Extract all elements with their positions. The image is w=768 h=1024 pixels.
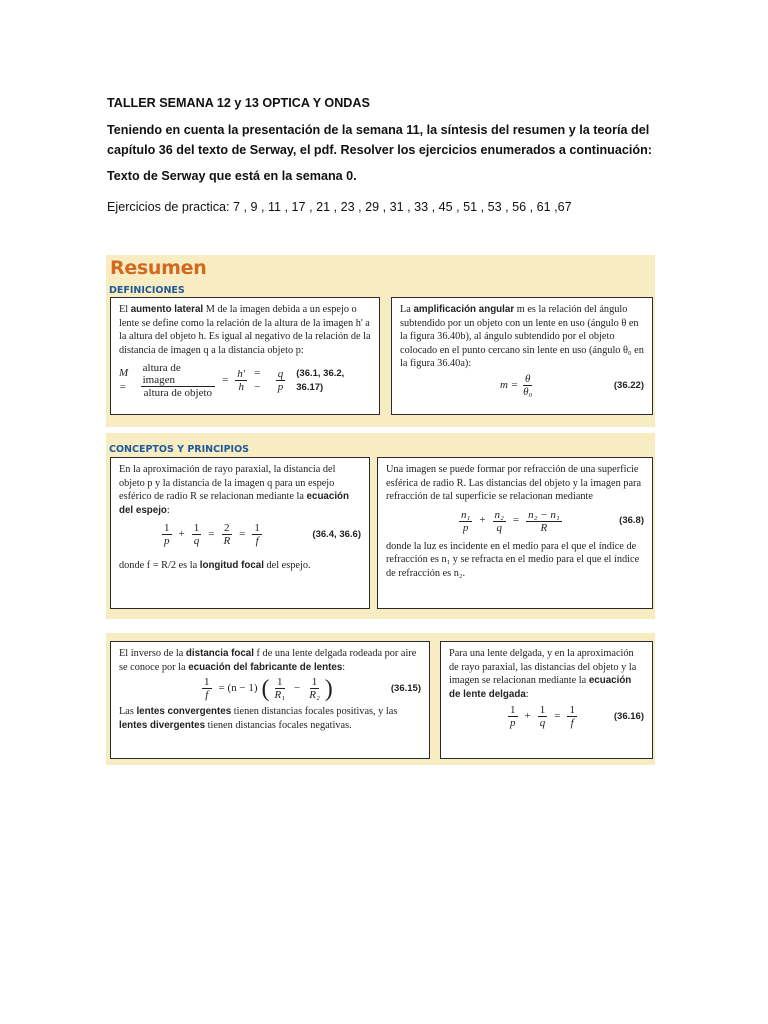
summary-definitions-panel (106, 255, 655, 427)
lateral-magnification-box (110, 297, 380, 415)
mirror-equation: $\frac{1}{p}$ + $\frac{1}{q}$ = $\frac{2}{R}$ = $\frac{1}{f}$ (36.4, 36.6) (164, 522, 361, 548)
summary-title: Resumen (110, 257, 207, 279)
definitions-heading: DEFINICIONES (109, 285, 185, 296)
instructions-text: Teniendo en cuenta la presentación de la semana 11, la síntesis del resumen y la teoría del capítulo 36 del texto de Serway, el pdf. Resolver los ejercicios enumerados a continuación: (107, 123, 652, 157)
lens-types-note: Las lentes convergentes tienen distancias focales positivas, y las lentes divergentes tienen distancias focales negativas. (119, 706, 398, 731)
angular-magnification-text: La amplificación angular m es la relación del ángulo subtendido por un objeto con un lente en uso (ángulo θ en la figura 36.40b), al ángulo subtendido por el objeto colocado en el punto cercano sin lente en uso (ángulo θ₀ en la figura 36.40a): (400, 304, 644, 370)
concepts-panel (106, 433, 655, 619)
refraction-note: donde la luz es incidente en el medio para el que el índice de refracción es n₁ y se refracta en el medio para el que el índice de refracción es n₂. (386, 540, 640, 579)
concepts-heading: CONCEPTOS Y PRINCIPIOS (109, 444, 249, 455)
thin-lens-equation-box (440, 641, 653, 759)
exercise-list: Ejercicios de practica: 7 , 9 , 11 , 17 , 21 , 23 , 29 , 31 , 33 , 45 , 51 , 53 , 56 , 61 ,67 (107, 200, 572, 214)
lensmaker-equation-box (110, 641, 430, 759)
angular-magnification-equation: m = $\frac{\theta}{\text{θ₀}}$ (36.22) (500, 372, 644, 398)
mirror-equation-text: En la aproximación de rayo paraxial, la distancia del objeto p y la distancia de la imagen q para un espejo esférico de radio R se relacionan mediante la ecuación del espejo: (119, 464, 350, 516)
focal-length-note: donde f = R/2 es la longitud focal del espejo. (119, 560, 311, 572)
refraction-text: Una imagen se puede formar por refracción de una superficie esférica de radio R. Las distancias del objeto y la imagen para refracción de tal superficie se relacionan mediante (386, 464, 642, 503)
equation-reference: (36.22) (613, 379, 644, 391)
lensmaker-equation: $\frac{1}{f}$ = (n − 1) ( $\frac{1}{\text{R₁}}$ − $\frac{1}{\text{R₂}}$ ) (36.15) (204, 675, 421, 702)
refraction-equation-box (377, 457, 653, 609)
equation-reference: (36.16) (613, 711, 644, 723)
equation-reference: (36.1, 36.2, 36.17) (296, 368, 345, 393)
lensmaker-text: El inverso de la distancia focal f de una lente delgada rodeada por aire se conoce por la ecuación del fabricante de lentes: (119, 648, 417, 673)
angular-magnification-box (391, 297, 653, 415)
thin-lens-text: Para una lente delgada, y en la aproximación de rayo paraxial, las distancias del objeto y la imagen se relacionan mediante la ecuación de lente delgada: (449, 648, 637, 700)
equation-reference: (36.8) (619, 515, 644, 527)
document-title: TALLER SEMANA 12 y 13 OPTICA Y ONDAS (107, 96, 370, 110)
refraction-equation: $\frac{\text{n₁}}{p}$ + $\frac{\text{n₂}}{q}$ = $\frac{\text{n₂ − n₁}}{R}$ (36.8) (461, 508, 644, 534)
thin-lens-equation: $\frac{1}{p}$ + $\frac{1}{q}$ = $\frac{1}{f}$ (36.16) (510, 704, 644, 730)
textbook-note: Texto de Serway que está en la semana 0. (107, 169, 357, 183)
mirror-equation-box (110, 457, 370, 609)
equation-reference: (36.4, 36.6) (312, 529, 361, 541)
lateral-magnification-equation: M = $\frac{\text{altura de imagen}}{\text{altura de objeto}}$ = $\frac{h'}{h}$ = − $\frac{q}{p}$ (36.1, 36.2, 36.17) (119, 362, 371, 399)
equation-reference: (36.15) (390, 682, 421, 694)
lateral-magnification-text: El aumento lateral M de la imagen debida a un espejo o lente se define como la relación de la altura de la imagen h' a la altura del objeto h. Es igual al negativo de la relación de la distancia de imagen q a la distancia objeto p: (119, 304, 371, 356)
lens-equations-panel (106, 633, 655, 765)
